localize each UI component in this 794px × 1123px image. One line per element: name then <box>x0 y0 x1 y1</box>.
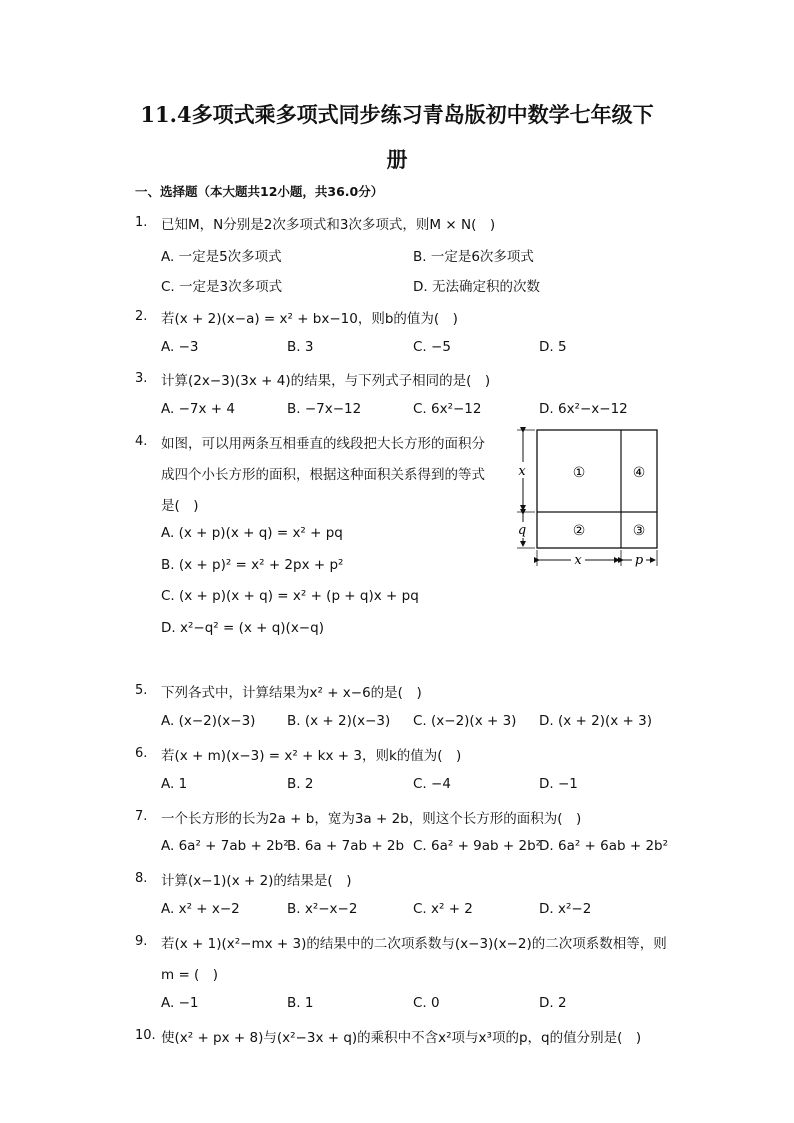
left-top-label: x <box>518 464 526 479</box>
question-number: 9. <box>135 934 148 949</box>
question-stem: 若(x + 2)(x−a) = x² + bx−10，则b的值为( ) <box>161 311 458 327</box>
option-b: B. 2 <box>287 776 314 792</box>
option-d: D. (x + 2)(x + 3) <box>539 713 652 729</box>
option-d: D. −1 <box>539 776 578 792</box>
option-a: A. −7x + 4 <box>161 401 235 417</box>
question-number: 10. <box>135 1028 156 1043</box>
option-c: C. (x−2)(x + 3) <box>413 713 517 729</box>
option-c: C. 6a² + 9ab + 2b² <box>413 838 542 854</box>
question-stem: 计算(2x−3)(3x + 4)的结果，与下列式子相同的是( ) <box>161 373 491 389</box>
option-a: A. (x + p)(x + q) = x² + pq <box>161 525 343 541</box>
option-c: C. 0 <box>413 995 440 1011</box>
cell-2-label: ② <box>572 523 586 539</box>
question-stem-line: 如图，可以用两条互相垂直的线段把大长方形的面积分 <box>161 436 485 452</box>
option-d: D. 2 <box>539 995 567 1011</box>
document-title-line1: 11.4多项式乘多项式同步练习青岛版初中数学七年级下 <box>140 102 654 127</box>
question-number: 4. <box>135 434 148 449</box>
option-d: D. 无法确定积的次数 <box>413 279 540 295</box>
question-stem: 一个长方形的长为2a + b，宽为3a + 2b，则这个长方形的面积为( ) <box>161 811 582 827</box>
option-c: C. 一定是3次多项式 <box>161 279 283 295</box>
option-a: A. (x−2)(x−3) <box>161 713 256 729</box>
option-d: D. 5 <box>539 339 567 355</box>
question-stem: 计算(x−1)(x + 2)的结果是( ) <box>161 873 352 889</box>
option-a: A. x² + x−2 <box>161 901 240 917</box>
cell-4-label: ④ <box>632 465 646 481</box>
section-header: 一、选择题（本大题共12小题，共36.0分） <box>135 184 384 199</box>
question-stem: 下列各式中，计算结果为x² + x−6的是( ) <box>161 685 422 701</box>
cell-1-label: ① <box>572 465 586 481</box>
option-d: D. 6x²−x−12 <box>539 401 628 417</box>
bottom-left-label: x <box>574 553 582 568</box>
option-a: A. −3 <box>161 339 199 355</box>
option-c: C. x² + 2 <box>413 901 473 917</box>
question-stem-line: 若(x + 1)(x²−mx + 3)的结果中的二次项系数与(x−3)(x−2)的二次项系数相等，则 <box>161 936 667 952</box>
question-number: 5. <box>135 683 148 698</box>
option-a: A. −1 <box>161 995 199 1011</box>
option-a: A. 1 <box>161 776 188 792</box>
bottom-right-label: p <box>634 553 644 568</box>
question-number: 1. <box>135 215 148 230</box>
option-d: D. x²−q² = (x + q)(x−q) <box>161 620 324 636</box>
option-b: B. (x + p)² = x² + 2px + p² <box>161 557 344 573</box>
question-number: 3. <box>135 371 148 386</box>
option-c: C. (x + p)(x + q) = x² + (p + q)x + pq <box>161 588 419 604</box>
question-stem-line: 是( ) <box>161 498 199 514</box>
question-stem: 使(x² + px + 8)与(x²−3x + q)的乘积中不含x²项与x³项的p，q的值分别是( ) <box>161 1030 642 1046</box>
option-b: B. (x + 2)(x−3) <box>287 713 391 729</box>
question-number: 8. <box>135 871 148 886</box>
option-b: B. 3 <box>287 339 314 355</box>
option-a: A. 一定是5次多项式 <box>161 249 282 265</box>
question-stem: 若(x + m)(x−3) = x² + kx + 3，则k的值为( ) <box>161 748 462 764</box>
question-number: 7. <box>135 809 148 824</box>
option-c: C. 6x²−12 <box>413 401 482 417</box>
option-d: D. 6a² + 6ab + 2b² <box>539 838 669 854</box>
area-diagram <box>513 426 663 571</box>
option-d: D. x²−2 <box>539 901 592 917</box>
question-stem: 已知M，N分别是2次多项式和3次多项式，则M × N( ) <box>161 217 496 233</box>
option-b: B. 6a + 7ab + 2b <box>287 838 405 854</box>
question-number: 2. <box>135 309 148 324</box>
option-b: B. 一定是6次多项式 <box>413 249 534 265</box>
option-b: B. x²−x−2 <box>287 901 358 917</box>
question-stem-line: 成四个小长方形的面积，根据这种面积关系得到的等式 <box>161 467 485 483</box>
option-b: B. 1 <box>287 995 314 1011</box>
option-c: C. −4 <box>413 776 451 792</box>
document-title-line2: 册 <box>386 147 408 172</box>
cell-3-label: ③ <box>632 523 646 539</box>
question-number: 6. <box>135 746 148 761</box>
question-stem-line: m = ( ) <box>161 967 219 983</box>
option-a: A. 6a² + 7ab + 2b² <box>161 838 289 854</box>
left-bottom-label: q <box>517 523 527 538</box>
option-b: B. −7x−12 <box>287 401 362 417</box>
option-c: C. −5 <box>413 339 451 355</box>
